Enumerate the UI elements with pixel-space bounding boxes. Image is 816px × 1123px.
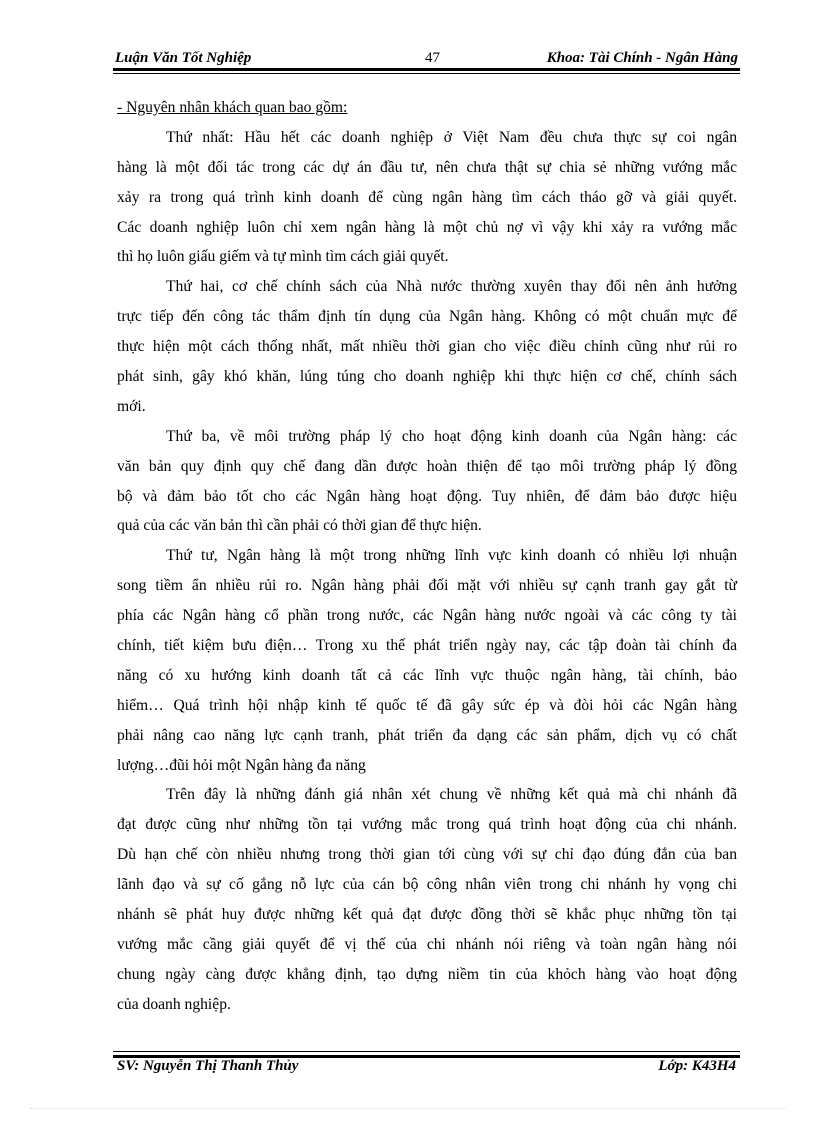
paragraph-line: thì họ luôn giấu giếm và tự mình tìm cách giải quyết. [117, 248, 449, 266]
paragraph-line: Thứ hai, cơ chế chính sách của Nhà nước thường xuyên thay đổi nên ảnh hưởng [166, 278, 737, 296]
paragraph-list [117, 123, 737, 1020]
paragraph-line: mới. [117, 397, 146, 415]
header-rule-thick [113, 68, 740, 71]
footer-class: Lớp: K43H4 [658, 1058, 736, 1074]
paragraph-line: quả của các văn bản thì cần phải có thời gian để thực hiện. [117, 517, 482, 535]
paragraph-line: lãnh đạo và sự cố gắng nỗ lực của cán bộ công nhân viên trong chi nhánh hy vọng chi [117, 876, 737, 894]
header-faculty: Khoa: Tài Chính - Ngân Hàng [546, 50, 738, 66]
paragraph-line: Trên đây là những đánh giá nhân xét chung về những kết quả mà chi nhánh đã [166, 786, 737, 804]
paragraph-line: chính, tiết kiệm bưu điện… Trong xu thế phát triển ngày nay, các tập đoàn tài chính đa [117, 637, 737, 655]
paragraph-line: của doanh nghiệp. [117, 995, 231, 1013]
body-text [117, 93, 737, 1020]
paragraph-line: Dù hạn chế còn nhiều nhưng trong thời gian tới cùng với sự chỉ đạo đúng đắn của ban [117, 846, 737, 864]
paragraph-line: trực tiếp đến công tác thẩm định tín dụng của Ngân hàng. Không có một chuẩn mực để [117, 308, 737, 326]
paragraph [117, 541, 737, 780]
page-bottom-dotted-line [30, 1108, 786, 1109]
paragraph-line: lượng…đũi hỏi một Ngân hàng đa năng [117, 756, 366, 774]
paragraph [117, 780, 737, 1019]
paragraph-line: thực hiện một cách thống nhất, mất nhiều thời gian cho việc điều chỉnh cũng như rủi ro [117, 338, 737, 356]
paragraph-line: Các doanh nghiệp luôn chỉ xem ngân hàng là một chủ nợ vì vậy khi xảy ra vướng mắc [117, 218, 737, 236]
paragraph-line: Thứ nhất: Hầu hết các doanh nghiệp ở Việt Nam đều chưa thực sự coi ngân [166, 128, 737, 146]
paragraph-line: đạt được cũng như những tồn tại vướng mắc trong quá trình hoạt động của chi nhánh. [117, 816, 737, 834]
page-footer [113, 1058, 740, 1082]
paragraph-line: văn bản quy định quy chế đang dần được hoàn thiện để tạo môi trường pháp lý đồng [117, 457, 737, 475]
paragraph-line: vướng mắc cầng giải quyết để vị thế của chi nhánh nói riêng và toàn ngân hàng nói [117, 935, 737, 953]
paragraph-line: xảy ra trong quá trình kinh doanh để cùng ngân hàng tìm cách tháo gỡ và giải quyết. [117, 188, 737, 206]
paragraph-line: Thứ ba, về môi trường pháp lý cho hoạt động kinh doanh của Ngân hàng: các [166, 427, 737, 445]
paragraph-line: phải nâng cao năng lực cạnh tranh, phát triển đa dạng các sản phẩm, dịch vụ có chất [117, 726, 737, 744]
paragraph-line: phát sinh, gây khó khăn, lúng túng cho doanh nghiệp khi thực hiện cơ chế, chính sách [117, 368, 737, 386]
header-rule-thin [113, 73, 740, 74]
paragraph-line: nhánh sẽ phát huy được những kết quả đạt được đồng thời sẽ khắc phục những tồn tại [117, 906, 737, 924]
paragraph-line: năng có xu hướng kinh doanh tất cả các lĩnh vực thuộc ngân hàng, tài chính, bảo [117, 666, 737, 684]
header-thesis-title: Luận Văn Tốt Nghiệp [115, 50, 252, 66]
paragraph-line: chung ngày càng được khẳng định, tạo dựng niềm tin của khỏch hàng vào hoạt động [117, 965, 737, 983]
paragraph-line: Thứ tư, Ngân hàng là một trong những lĩnh vực kinh doanh có nhiều lợi nhuận [166, 547, 737, 565]
paragraph-line: song tiềm ẩn nhiều rủi ro. Ngân hàng phải đối mặt với nhiều sự cạnh tranh gay gắt từ [117, 577, 737, 595]
paragraph-line: bộ và đảm bảo tốt cho các Ngân hàng hoạt động. Tuy nhiên, để đảm bảo được hiệu [117, 487, 737, 505]
paragraph [117, 422, 737, 542]
footer-rule-thin [113, 1051, 740, 1052]
section-heading: - Nguyên nhân khách quan bao gồm: [117, 99, 348, 116]
paragraph [117, 272, 737, 421]
header-page-number: 47 [425, 50, 440, 66]
paragraph-line: phía các Ngân hàng cổ phần trong nước, các Ngân hàng nước ngoài và các công ty tài [117, 607, 737, 625]
paragraph-line: hiểm… Quá trình hội nhập kinh tế quốc tế đã gây sức ép và đòi hỏi các Ngân hàng [117, 696, 737, 714]
footer-student-name: SV: Nguyễn Thị Thanh Thủy [117, 1058, 299, 1074]
paragraph [117, 123, 737, 272]
paragraph-line: hàng là một đối tác trong các dự án đầu tư, nên chưa thật sự chia sẻ những vướng mắc [117, 158, 737, 176]
